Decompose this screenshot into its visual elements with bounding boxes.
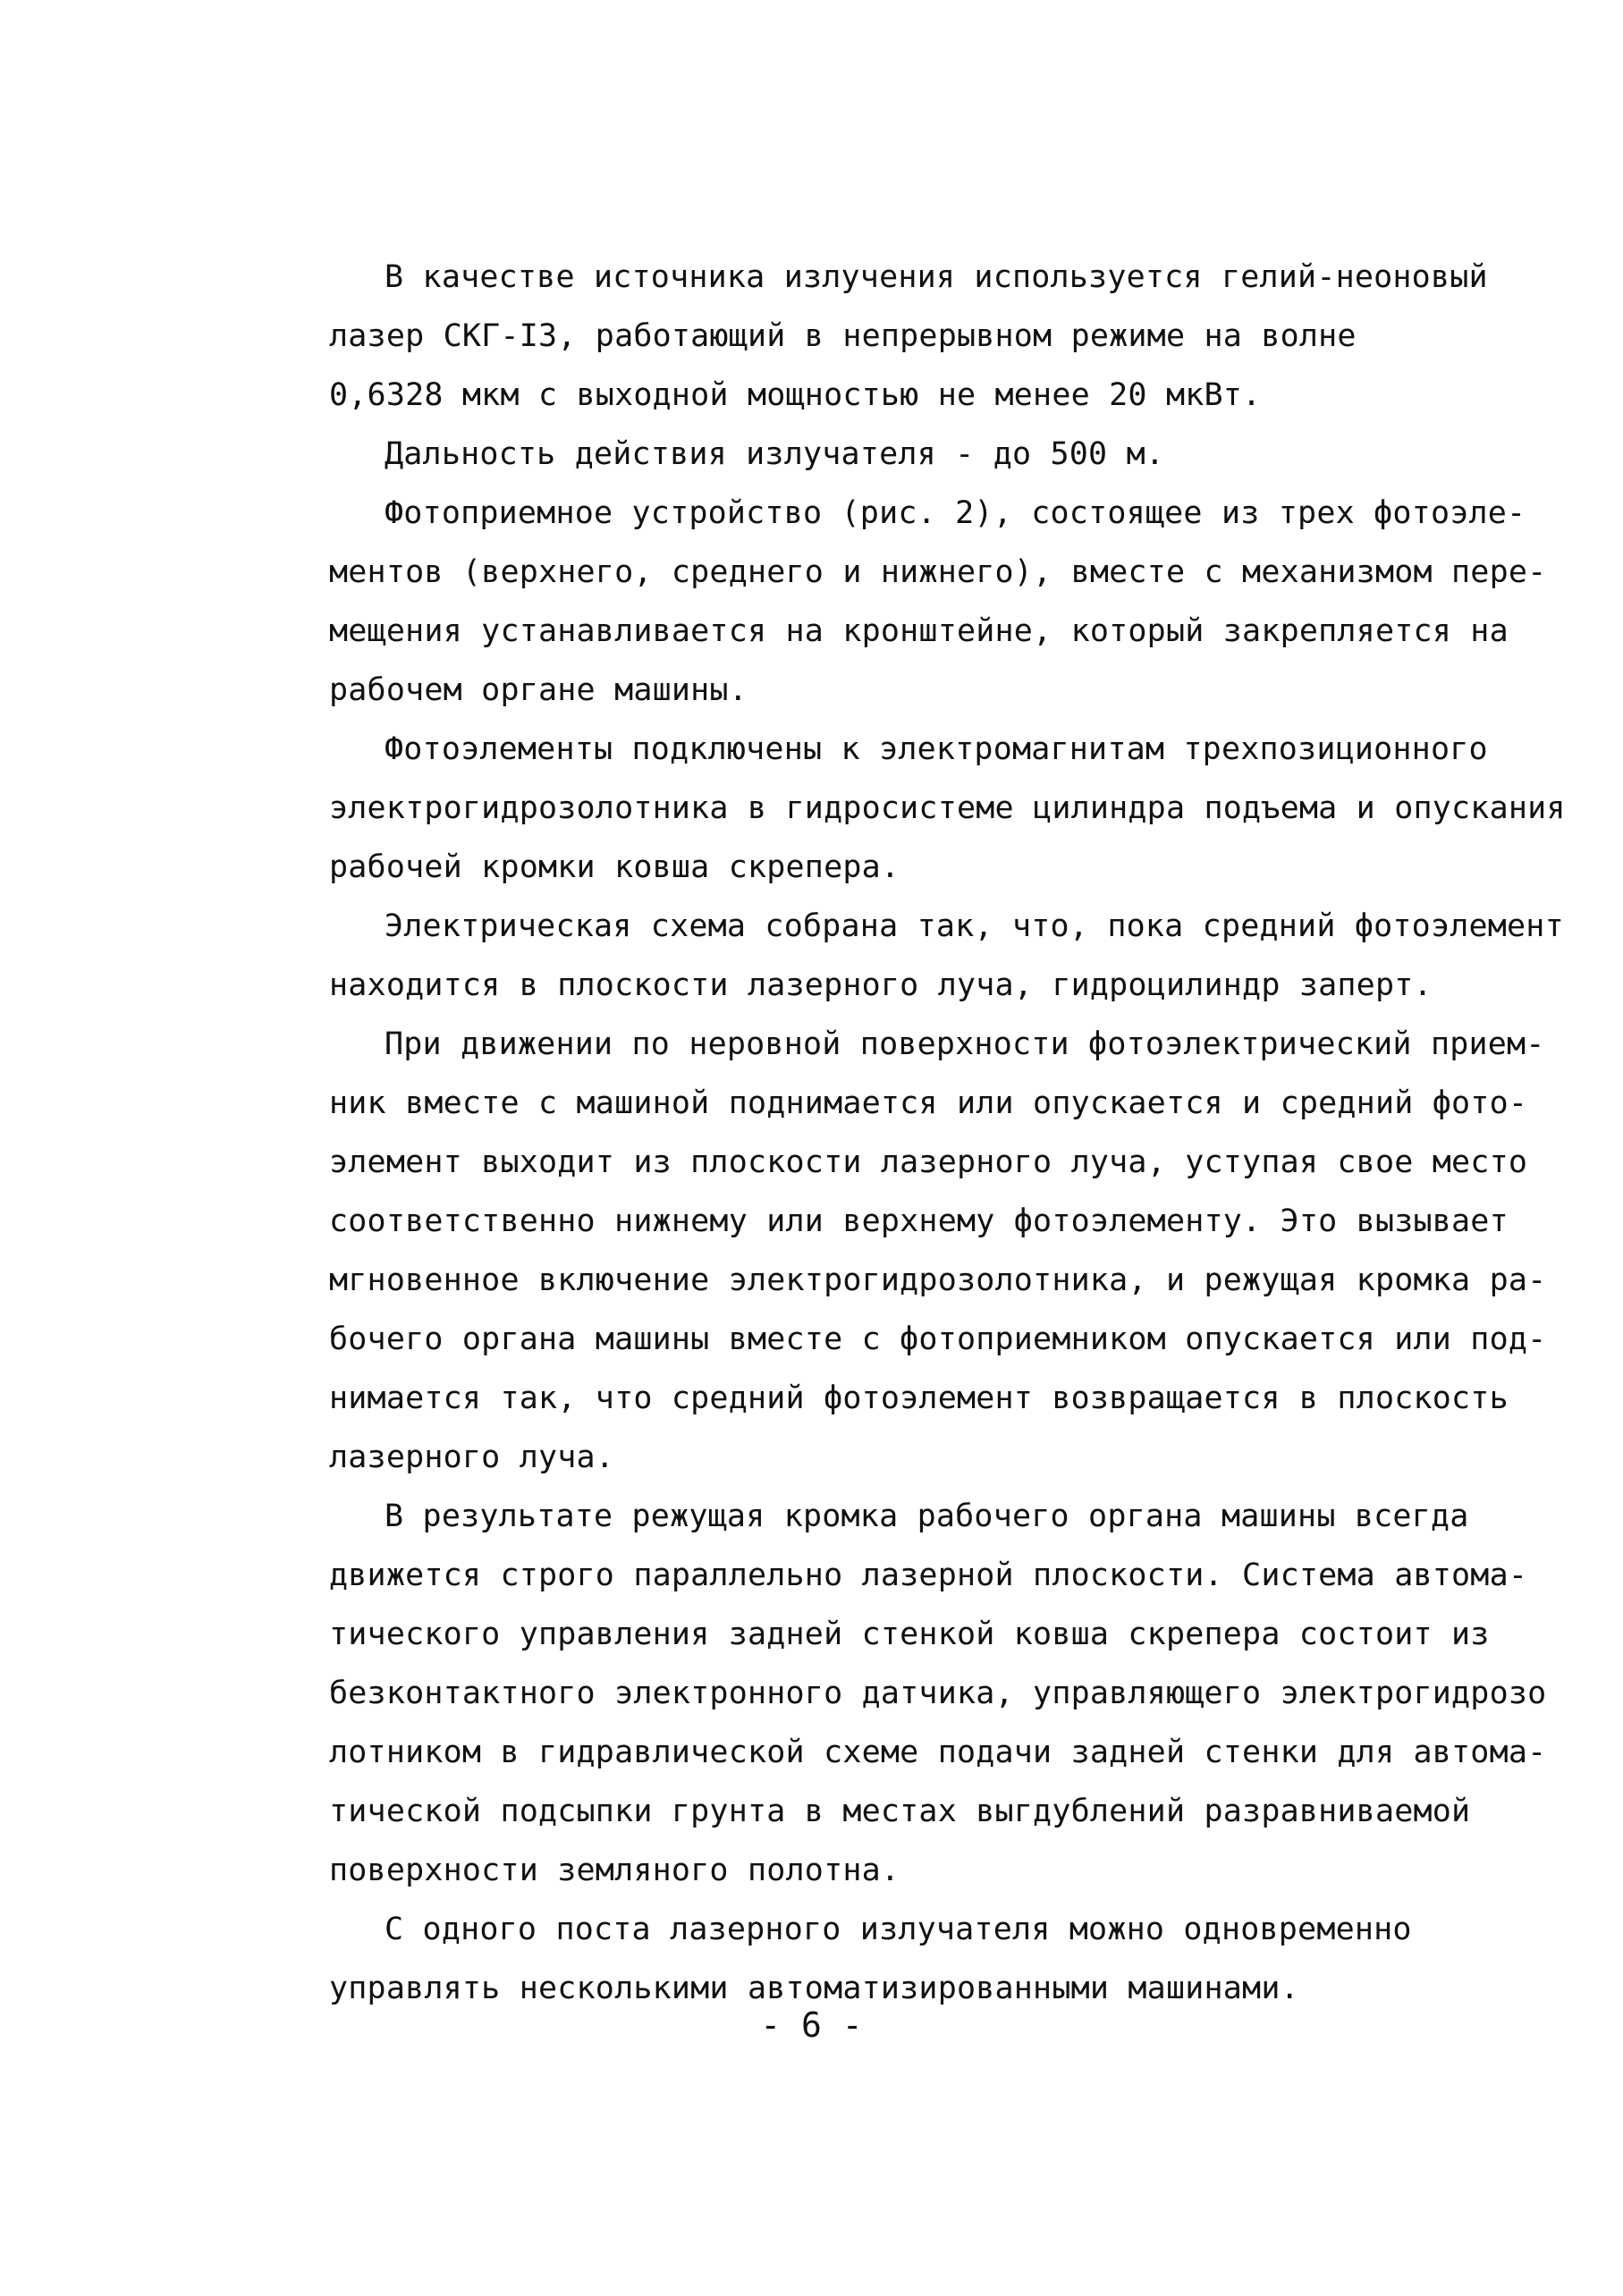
body-text (329, 248, 1566, 2018)
text-line: бочего органа машины вместе с фотоприемником опускается или под- (329, 1321, 1547, 1357)
text-line: поверхности земляного полотна. (329, 1853, 900, 1888)
text-line: Электрическая схема собрана так, что, пока средний фотоэлемент (385, 908, 1564, 944)
text-line: мещения устанавливается на кронштейне, который закрепляется на (329, 613, 1509, 649)
text-line: движется строго параллельно лазерной плоскости. Система автома- (329, 1557, 1528, 1593)
page-number: - 6 - (760, 2005, 863, 2045)
text-line: В результате режущая кромка рабочего органа машины всегда (385, 1498, 1469, 1534)
text-line: элемент выходит из плоскости лазерного луча, уступая свое место (329, 1144, 1528, 1180)
text-line: лотником в гидравлической схеме подачи задней стенки для автома- (329, 1735, 1547, 1770)
text-line: ментов (верхнего, среднего и нижнего), вместе с механизмом пере- (329, 554, 1547, 590)
text-line: 0,6328 мкм с выходной мощностью не менее 20 мкВт. (329, 377, 1262, 413)
text-line: безконтактного электронного датчика, управляющего электрогидрозо (329, 1676, 1547, 1711)
text-line: С одного поста лазерного излучателя можно одновременно (385, 1912, 1412, 1947)
text-line: соответственно нижнему или верхнему фотоэлементу. Это вызывает (329, 1203, 1509, 1239)
text-line: Фотоэлементы подключены к электромагнитам трехпозиционного (385, 731, 1488, 767)
text-line: тического управления задней стенкой ковша скрепера состоит из (329, 1616, 1490, 1652)
text-line: рабочем органе машины. (329, 672, 748, 708)
text-line: Дальность действия излучателя - до 500 м. (385, 436, 1165, 472)
text-line: мгновенное включение электрогидрозолотника, и режущая кромка ра- (329, 1262, 1547, 1298)
text-line: находится в плоскости лазерного луча, гидроцилиндр заперт. (329, 967, 1433, 1003)
text-line: Фотоприемное устройство (рис. 2), состоящее из трех фотоэле- (385, 495, 1526, 531)
text-line: лазерного луча. (329, 1439, 615, 1475)
text-line: электрогидрозолотника в гидросистеме цилиндра подъема и опускания (329, 790, 1566, 826)
text-line: ник вместе с машиной поднимается или опускается и средний фото- (329, 1085, 1528, 1121)
text-line: лазер СКГ-I3, работающий в непрерывном режиме на волне (329, 318, 1357, 354)
text-line: При движении по неровной поверхности фотоэлектрический прием- (385, 1026, 1545, 1062)
text-line: нимается так, что средний фотоэлемент возвращается в плоскость (329, 1380, 1509, 1416)
text-line: В качестве источника излучения используется гелий-неоновый (385, 259, 1488, 295)
text-line: управлять несколькими автоматизированными машинами. (329, 1971, 1299, 2006)
text-line: тической подсыпки грунта в местах выгдублений разравниваемой (329, 1794, 1471, 1829)
text-line: рабочей кромки ковша скрепера. (329, 849, 900, 885)
